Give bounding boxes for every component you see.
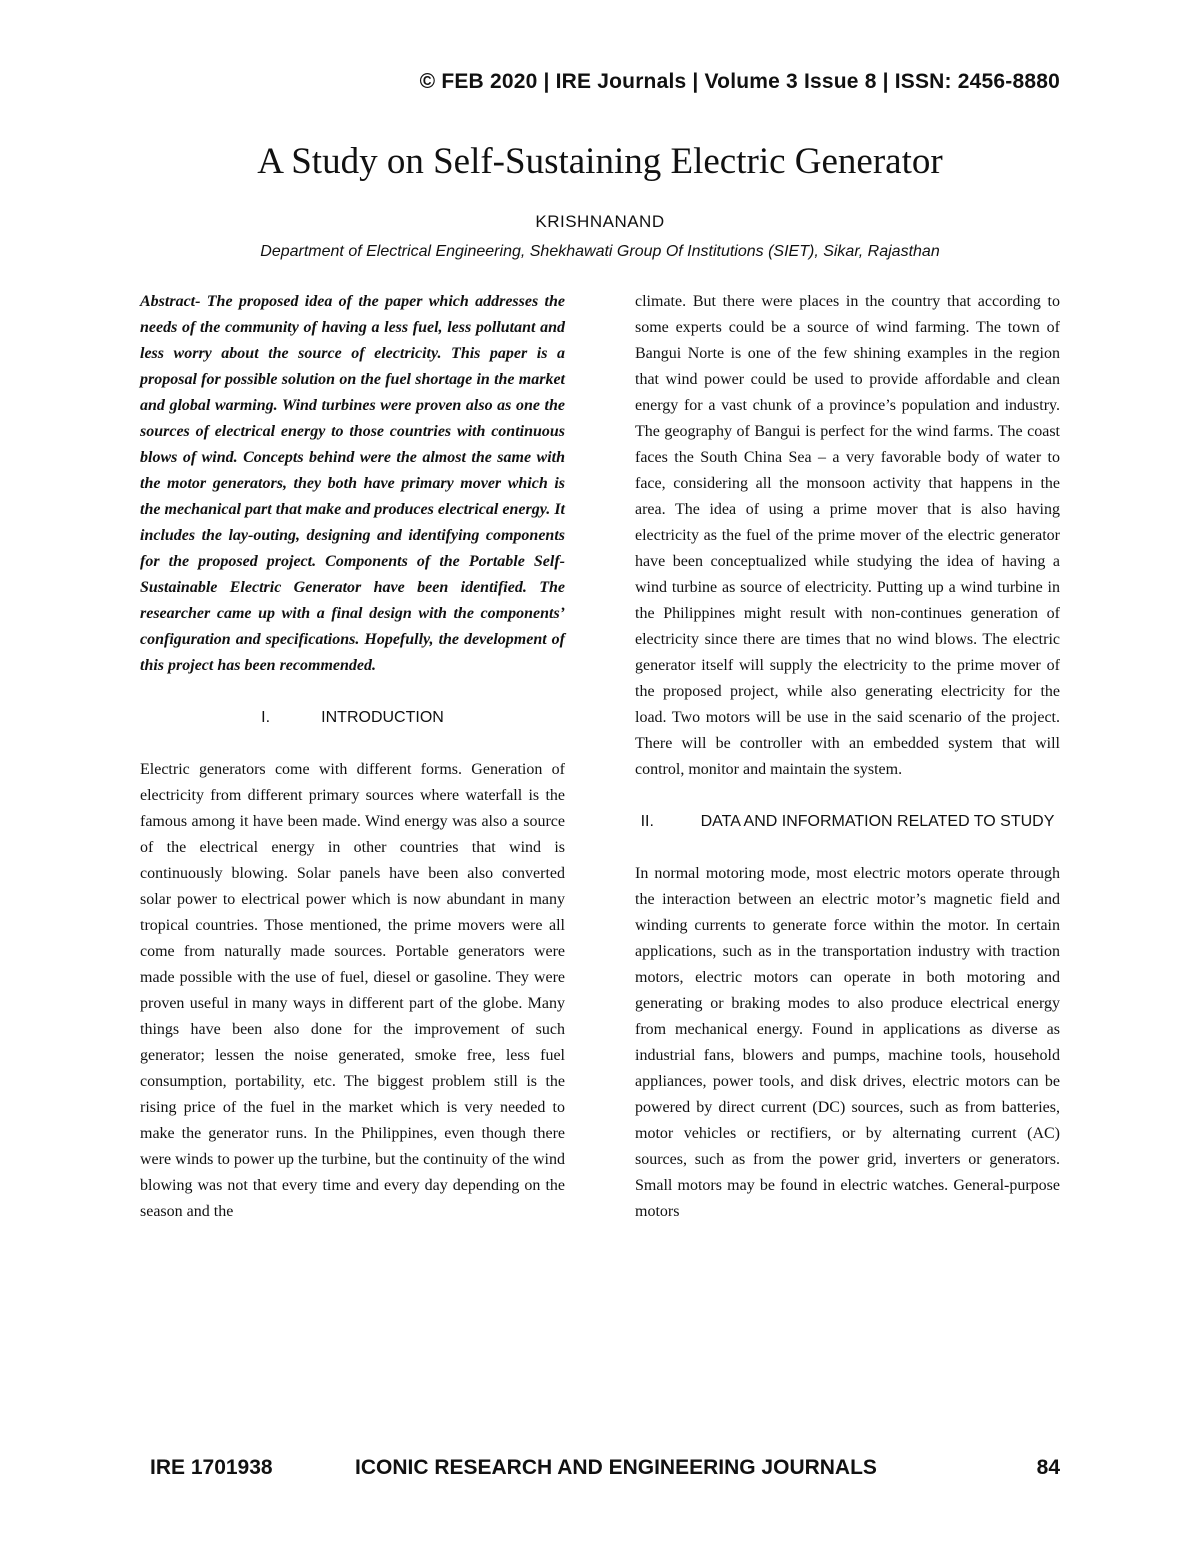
right-column: [635, 289, 1060, 1225]
author-name: KRISHNANAND: [535, 212, 665, 231]
section-title: DATA AND INFORMATION RELATED TO STUDY: [700, 813, 1055, 830]
section-heading-introduction: [140, 705, 565, 731]
page-number: 84: [1036, 1456, 1060, 1479]
left-column: [140, 289, 565, 1225]
footer-journal-name: ICONIC RESEARCH AND ENGINEERING JOURNALS: [355, 1456, 877, 1479]
introduction-text-left: Electric generators come with different forms. Generation of electricity from different primary sources where waterfall is the famous among it have been made. Wind energy was also a source of the electrical energy in other countries that wind is continuously blowing. Solar panels have been also converted solar power to electrical power which is now abundant in many tropical countries. Those mentioned, the prime movers were all come from naturally made sources. Portable generators were made possible with the use of fuel, diesel or gasoline. They were proven useful in many ways in different part of the globe. Many things have been also done for the improvement of such generator; lessen the noise generated, smoke free, less fuel consumption, portability, etc. The biggest problem still is the rising price of the fuel in the market which is very needed to make the generator runs. In the Philippines, even though there were winds to power up the turbine, but the continuity of the wind blowing was not that every time and every day depending on the season and the: [140, 761, 565, 1220]
author-affiliation: Department of Electrical Engineering, Shekhawati Group Of Institutions (SIET), Sikar, Rajasthan: [260, 243, 940, 260]
footer-paper-id: IRE 1701938: [150, 1456, 273, 1479]
section-heading-data: [635, 809, 1060, 835]
introduction-text-right: climate. But there were places in the country that according to some experts could be a source of wind farming. The town of Bangui Norte is one of the few shining examples in the region that wind power could be used to provide affordable and clean energy for a vast chunk of a province’s population and industry. The geography of Bangui is perfect for the wind farms. The coast faces the South China Sea – a very favorable body of water to face, considering all the monsoon activity that happens in the area. The idea of using a prime mover that is also having electricity as the fuel of the prime mover of the electric generator have been conceptualized while studying the idea of having a wind turbine as source of electricity. Putting up a wind turbine in the Philippines might result with non-continues generation of electricity since there are times that no wind blows. The electric generator itself will supply the electricity to the prime mover of the proposed project, while also generating electricity for the load. Two motors will be use in the said scenario of the project. There will be controller with an embedded system that will control, monitor and maintain the system.: [635, 293, 1060, 778]
paper-title: A Study on Self-Sustaining Electric Generator: [257, 141, 943, 182]
section-number: II.: [640, 813, 654, 830]
abstract: Abstract- The proposed idea of the paper which addresses the needs of the community of having a less fuel, less pollutant and less worry about the source of electricity. This paper is a proposal for possible solution on the fuel shortage in the market and global warming. Wind turbines were proven also as one the sources of electrical energy to those countries with continuous blows of wind. Concepts behind were the almost the same with the motor generators, they both have primary mover which is the mechanical part that make and produces electrical energy. It includes the lay-outing, designing and identifying components for the proposed project. Components of the Portable Self-Sustainable Electric Generator have been identified. The researcher came up with a final design with the components’ configuration and specifications. Hopefully, the development of this project has been recommended.: [140, 293, 565, 674]
journal-header: © FEB 2020 | IRE Journals | Volume 3 Issue 8 | ISSN: 2456-8880: [419, 70, 1060, 93]
data-section-text: In normal motoring mode, most electric motors operate through the interaction between an electric motor’s magnetic field and winding currents to generate force within the motor. In certain applications, such as in the transportation industry with traction motors, electric motors can operate in both motoring and generating or braking modes to also produce electrical energy from mechanical energy. Found in applications as diverse as industrial fans, blowers and pumps, machine tools, household appliances, power tools, and disk drives, electric motors can be powered by direct current (DC) sources, such as from batteries, motor vehicles or rectifiers, or by alternating current (AC) sources, such as from the power grid, inverters or generators. Small motors may be found in electric watches. General-purpose motors: [635, 865, 1060, 1220]
section-title: INTRODUCTION: [321, 709, 444, 726]
section-number: I.: [261, 709, 271, 726]
